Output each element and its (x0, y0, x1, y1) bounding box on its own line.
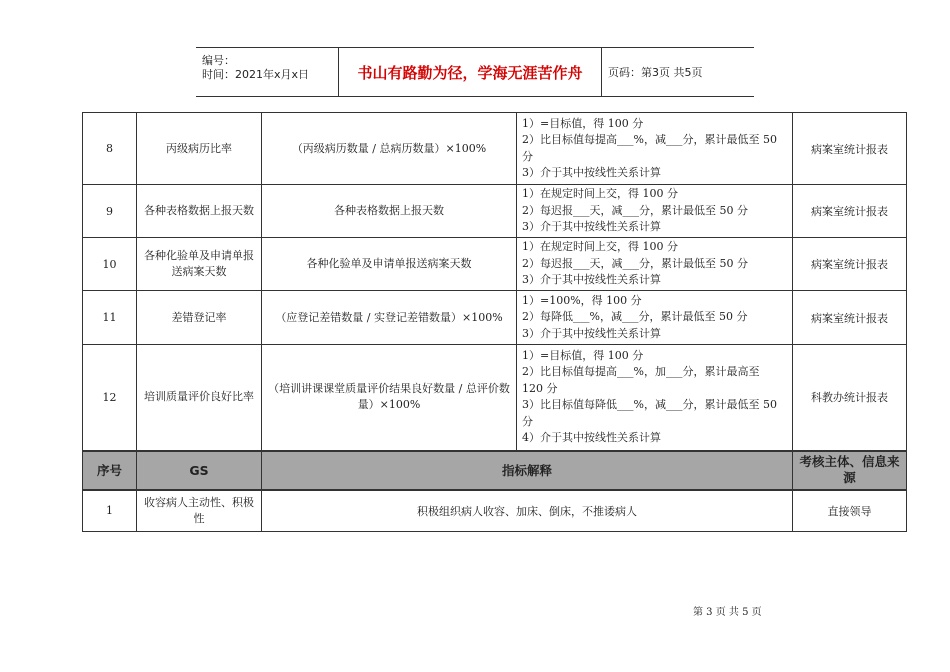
column-header-source: 考核主体、信息来源 (793, 451, 907, 490)
row-number: 1 (83, 490, 137, 532)
header-motto: 书山有路勤为径，学海无涯苦作舟 (338, 48, 602, 96)
data-source: 病案室统计报表 (793, 238, 907, 291)
column-header-no: 序号 (83, 451, 137, 490)
row-number: 9 (83, 185, 137, 238)
rule-line: 分 (522, 149, 533, 163)
kpi-table (82, 112, 907, 532)
scoring-rules (517, 291, 793, 345)
data-source: 病案室统计报表 (793, 113, 907, 185)
rule-line: 4）介于其中按线性关系计算 (522, 431, 661, 445)
rule-line: 120 分 (522, 381, 558, 395)
gs-header-row (83, 451, 907, 490)
row-number: 12 (83, 345, 137, 451)
table-row (83, 185, 907, 238)
rule-line: 3）介于其中按线性关系计算 (522, 166, 661, 179)
page-footer: 第 3 页 共 5 页 (693, 607, 762, 618)
rule-line: 3）介于其中按线性关系计算 (522, 220, 661, 234)
page-header (196, 47, 754, 97)
indicator-name: 各种表格数据上报天数 (137, 185, 262, 238)
indicator-formula: 各种表格数据上报天数 (262, 185, 517, 238)
rule-line: 2）比目标值每提高___%，减___分，累计最低至 50 (522, 133, 777, 146)
indicator-name: 收容病人主动性、积极性 (137, 490, 262, 532)
indicator-formula: （丙级病历数量 / 总病历数量）×100% (262, 113, 517, 185)
data-source: 病案室统计报表 (793, 185, 907, 238)
rule-line: 1）在规定时间上交，得 100 分 (522, 187, 678, 201)
rule-line: 3）比目标值每降低___%，减___分，累计最低至 50 (522, 398, 777, 412)
header-page-label: 页码：第3页 共5页 (608, 66, 703, 79)
indicator-formula: 各种化验单及申请单报送病案天数 (262, 238, 517, 291)
rule-line: 2）比目标值每提高___%，加___分，累计最高至 (522, 365, 760, 379)
row-number: 11 (83, 291, 137, 345)
data-source: 直接领导 (793, 490, 907, 532)
rule-line: 3）介于其中按线性关系计算 (522, 273, 661, 287)
indicator-name: 各种化验单及申请单报送病案天数 (137, 238, 262, 291)
scoring-rules (517, 238, 793, 291)
data-source: 科教办统计报表 (793, 345, 907, 451)
rule-line: 1）=目标值，得 100 分 (522, 116, 644, 130)
table-row (83, 238, 907, 291)
rule-line: 1）=目标值，得 100 分 (522, 348, 644, 362)
table-row (83, 113, 907, 185)
data-source: 病案室统计报表 (793, 291, 907, 345)
document-number-label: 编号： (202, 54, 235, 67)
scoring-rules (517, 113, 793, 185)
rule-line: 分 (522, 414, 533, 428)
column-header-explain: 指标解释 (262, 451, 793, 490)
rule-line: 1）在规定时间上交，得 100 分 (522, 240, 678, 254)
indicator-name: 丙级病历比率 (137, 113, 262, 185)
scoring-rules (517, 185, 793, 238)
indicator-formula: （培训讲课课堂质量评价结果良好数量 / 总评价数量）×100% (262, 345, 517, 451)
header-meta (196, 48, 338, 96)
table-row (83, 291, 907, 345)
indicator-name: 培训质量评价良好比率 (137, 345, 262, 451)
rule-line: 2）每降低___%，减___分，累计最低至 50 分 (522, 310, 748, 324)
column-header-gs: GS (137, 451, 262, 490)
rule-line: 2）每迟报___天，减___分，累计最低至 50 分 (522, 203, 748, 217)
indicator-name: 差错登记率 (137, 291, 262, 345)
indicator-explanation: 积极组织病人收容、加床、倒床，不推诿病人 (262, 490, 793, 532)
row-number: 8 (83, 113, 137, 185)
table-row (83, 345, 907, 451)
rule-line: 3）介于其中按线性关系计算 (522, 326, 661, 340)
scoring-rules (517, 345, 793, 451)
document-time-label: 时间：2021年x月x日 (202, 68, 310, 81)
row-number: 10 (83, 238, 137, 291)
rule-line: 2）每迟报___天，减___分，累计最低至 50 分 (522, 256, 748, 270)
indicator-formula: （应登记差错数量 / 实登记差错数量）×100% (262, 291, 517, 345)
rule-line: 1）=100%，得 100 分 (522, 293, 642, 307)
table-row (83, 490, 907, 532)
